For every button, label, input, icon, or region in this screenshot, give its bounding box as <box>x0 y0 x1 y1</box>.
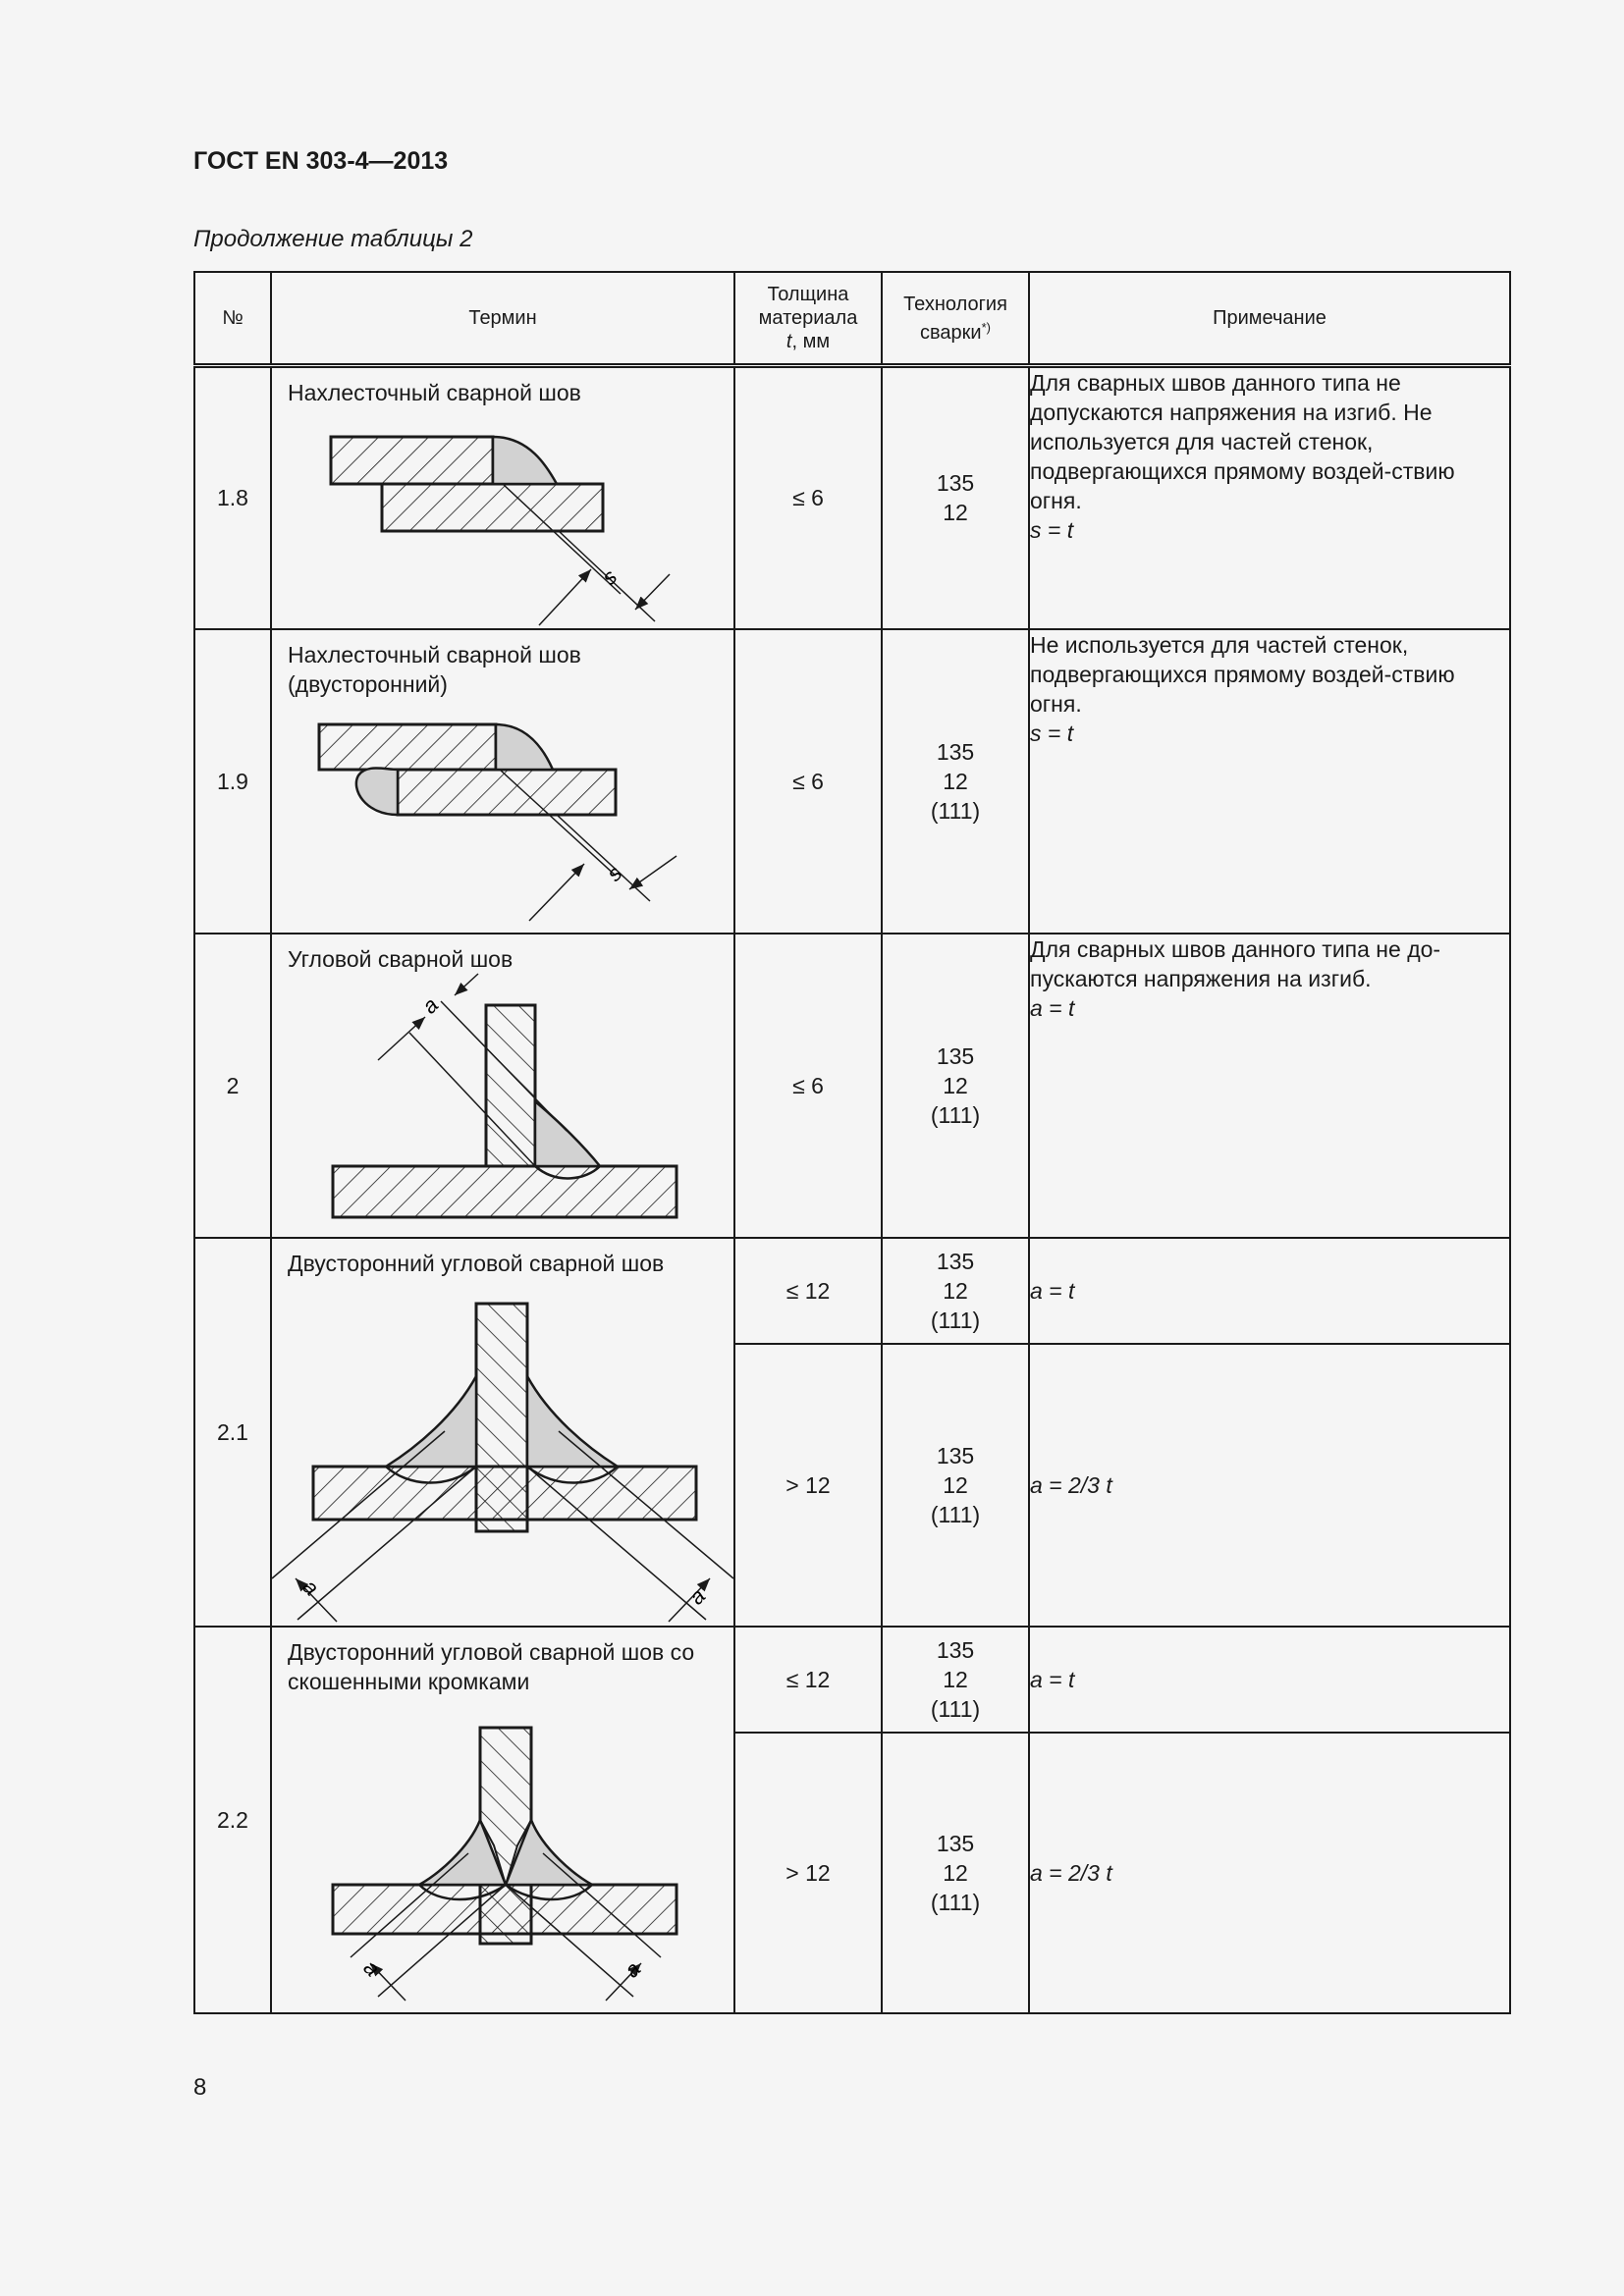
lap-weld-figure <box>272 368 733 629</box>
table-row <box>194 934 1510 1238</box>
row-num: 2.1 <box>194 1238 271 1627</box>
row-term <box>271 934 734 1238</box>
row-note <box>1029 366 1510 629</box>
header-thickness-var: t <box>785 331 792 352</box>
row-note <box>1029 629 1510 934</box>
tech-code: 135 <box>936 1248 975 1274</box>
term-label: Угловой сварной шов <box>288 945 514 972</box>
row-num: 2 <box>194 934 271 1238</box>
header-thickness <box>734 272 882 366</box>
row-thickness: ≤ 6 <box>734 934 882 1238</box>
double-fillet-bevel-weld-figure <box>272 1628 733 2014</box>
tech-code: 135 <box>936 1830 975 1856</box>
row-note <box>1029 1733 1510 2013</box>
row-thickness: ≤ 6 <box>734 366 882 629</box>
row-num: 1.8 <box>194 366 271 629</box>
tech-code: 12 <box>943 1666 968 1692</box>
row-tech <box>882 934 1029 1238</box>
table-row <box>194 1238 1510 1344</box>
tech-code: 135 <box>936 1636 975 1663</box>
row-note <box>1029 1627 1510 1733</box>
tech-code: 135 <box>936 738 975 765</box>
tech-code: 12 <box>943 1859 968 1886</box>
row-term <box>271 629 734 934</box>
tech-code: 135 <box>936 470 975 497</box>
double-fillet-weld-figure <box>272 1239 733 1628</box>
row-thickness: > 12 <box>734 1344 882 1627</box>
row-tech <box>882 366 1029 629</box>
note-text: Для сварных швов данного типа не допускаются напряжения на изгиб. Не используется для частей стенок, подвергающихся прямому воздей-ствию огня. <box>1030 370 1455 513</box>
row-note <box>1029 1344 1510 1627</box>
term-label: Нахлесточный сварной шов (двусторонний) <box>288 641 581 697</box>
term-label: Двусторонний угловой сварной шов <box>288 1250 665 1276</box>
row-tech <box>882 629 1029 934</box>
tech-code: 12 <box>943 500 968 526</box>
table-caption: Продолжение таблицы 2 <box>193 226 473 252</box>
row-note <box>1029 934 1510 1238</box>
tech-code: (111) <box>930 1307 981 1333</box>
dim-label-a: a <box>683 1582 711 1610</box>
header-tech-line1: Технология <box>903 293 1007 315</box>
tech-code: 12 <box>943 768 968 794</box>
tech-code: (111) <box>930 1889 981 1915</box>
note-equation: s = t <box>1030 720 1074 746</box>
document-title: ГОСТ EN 303-4—2013 <box>193 147 449 175</box>
note-equation: s = t <box>1030 517 1074 543</box>
tech-code: 12 <box>943 1277 968 1304</box>
row-thickness: ≤ 12 <box>734 1238 882 1344</box>
row-tech <box>882 1238 1029 1344</box>
dim-label-a: a <box>619 1955 646 1983</box>
tech-code: 12 <box>943 1072 968 1098</box>
row-tech <box>882 1733 1029 2013</box>
note-text: Не используется для частей стенок, подвергающихся прямому воздей-ствию огня. <box>1030 631 1455 717</box>
tech-code: (111) <box>930 1501 981 1527</box>
header-tech-line2: сварки <box>920 321 982 344</box>
table-row <box>194 366 1510 629</box>
row-note <box>1029 1238 1510 1344</box>
tech-code: 12 <box>943 1471 968 1498</box>
dim-label-a: a <box>358 1954 385 1981</box>
header-num: № <box>194 272 271 366</box>
header-thickness-line1: Толщина <box>767 284 849 305</box>
tech-code: (111) <box>930 1695 981 1722</box>
tech-code: 135 <box>936 1442 975 1468</box>
row-thickness: > 12 <box>734 1733 882 2013</box>
note-equation: a = 2/3 t <box>1030 1859 1112 1886</box>
note-equation: a = 2/3 t <box>1030 1471 1112 1498</box>
header-tech-footnote-mark: *) <box>981 319 991 335</box>
tech-code: (111) <box>930 1101 981 1128</box>
note-equation: a = t <box>1030 994 1075 1021</box>
row-term <box>271 1238 734 1627</box>
tech-code: 135 <box>936 1042 975 1069</box>
header-thickness-line2: материала <box>758 307 858 329</box>
tech-code: (111) <box>930 797 981 824</box>
row-num: 2.2 <box>194 1627 271 2013</box>
fillet-weld-figure <box>272 934 733 1237</box>
row-term <box>271 366 734 629</box>
dim-label-s: s <box>596 564 623 590</box>
row-thickness: ≤ 12 <box>734 1627 882 1733</box>
page-number: 8 <box>193 2074 207 2101</box>
header-thickness-unit: , мм <box>791 331 831 352</box>
header-tech <box>882 272 1029 366</box>
weld-table <box>193 271 1511 2014</box>
dim-label-s: s <box>601 860 627 886</box>
note-equation: a = t <box>1030 1277 1075 1304</box>
double-lap-weld-figure <box>272 630 733 933</box>
note-text: Для сварных швов данного типа не до-пускаются напряжения на изгиб. <box>1030 935 1441 991</box>
header-note: Примечание <box>1029 272 1510 366</box>
note-equation: a = t <box>1030 1666 1075 1692</box>
dim-label-a: a <box>298 1574 324 1600</box>
row-tech <box>882 1627 1029 1733</box>
row-tech <box>882 1344 1029 1627</box>
table-header-row <box>194 272 1510 366</box>
table-row <box>194 629 1510 934</box>
dim-label-a: a <box>416 991 444 1019</box>
table-row <box>194 1627 1510 1733</box>
header-term: Термин <box>271 272 734 366</box>
row-thickness: ≤ 6 <box>734 629 882 934</box>
term-label: Двусторонний угловой сварной шов со скошенными кромками <box>288 1638 695 1694</box>
row-term <box>271 1627 734 2013</box>
row-num: 1.9 <box>194 629 271 934</box>
term-label: Нахлесточный сварной шов <box>288 380 581 405</box>
